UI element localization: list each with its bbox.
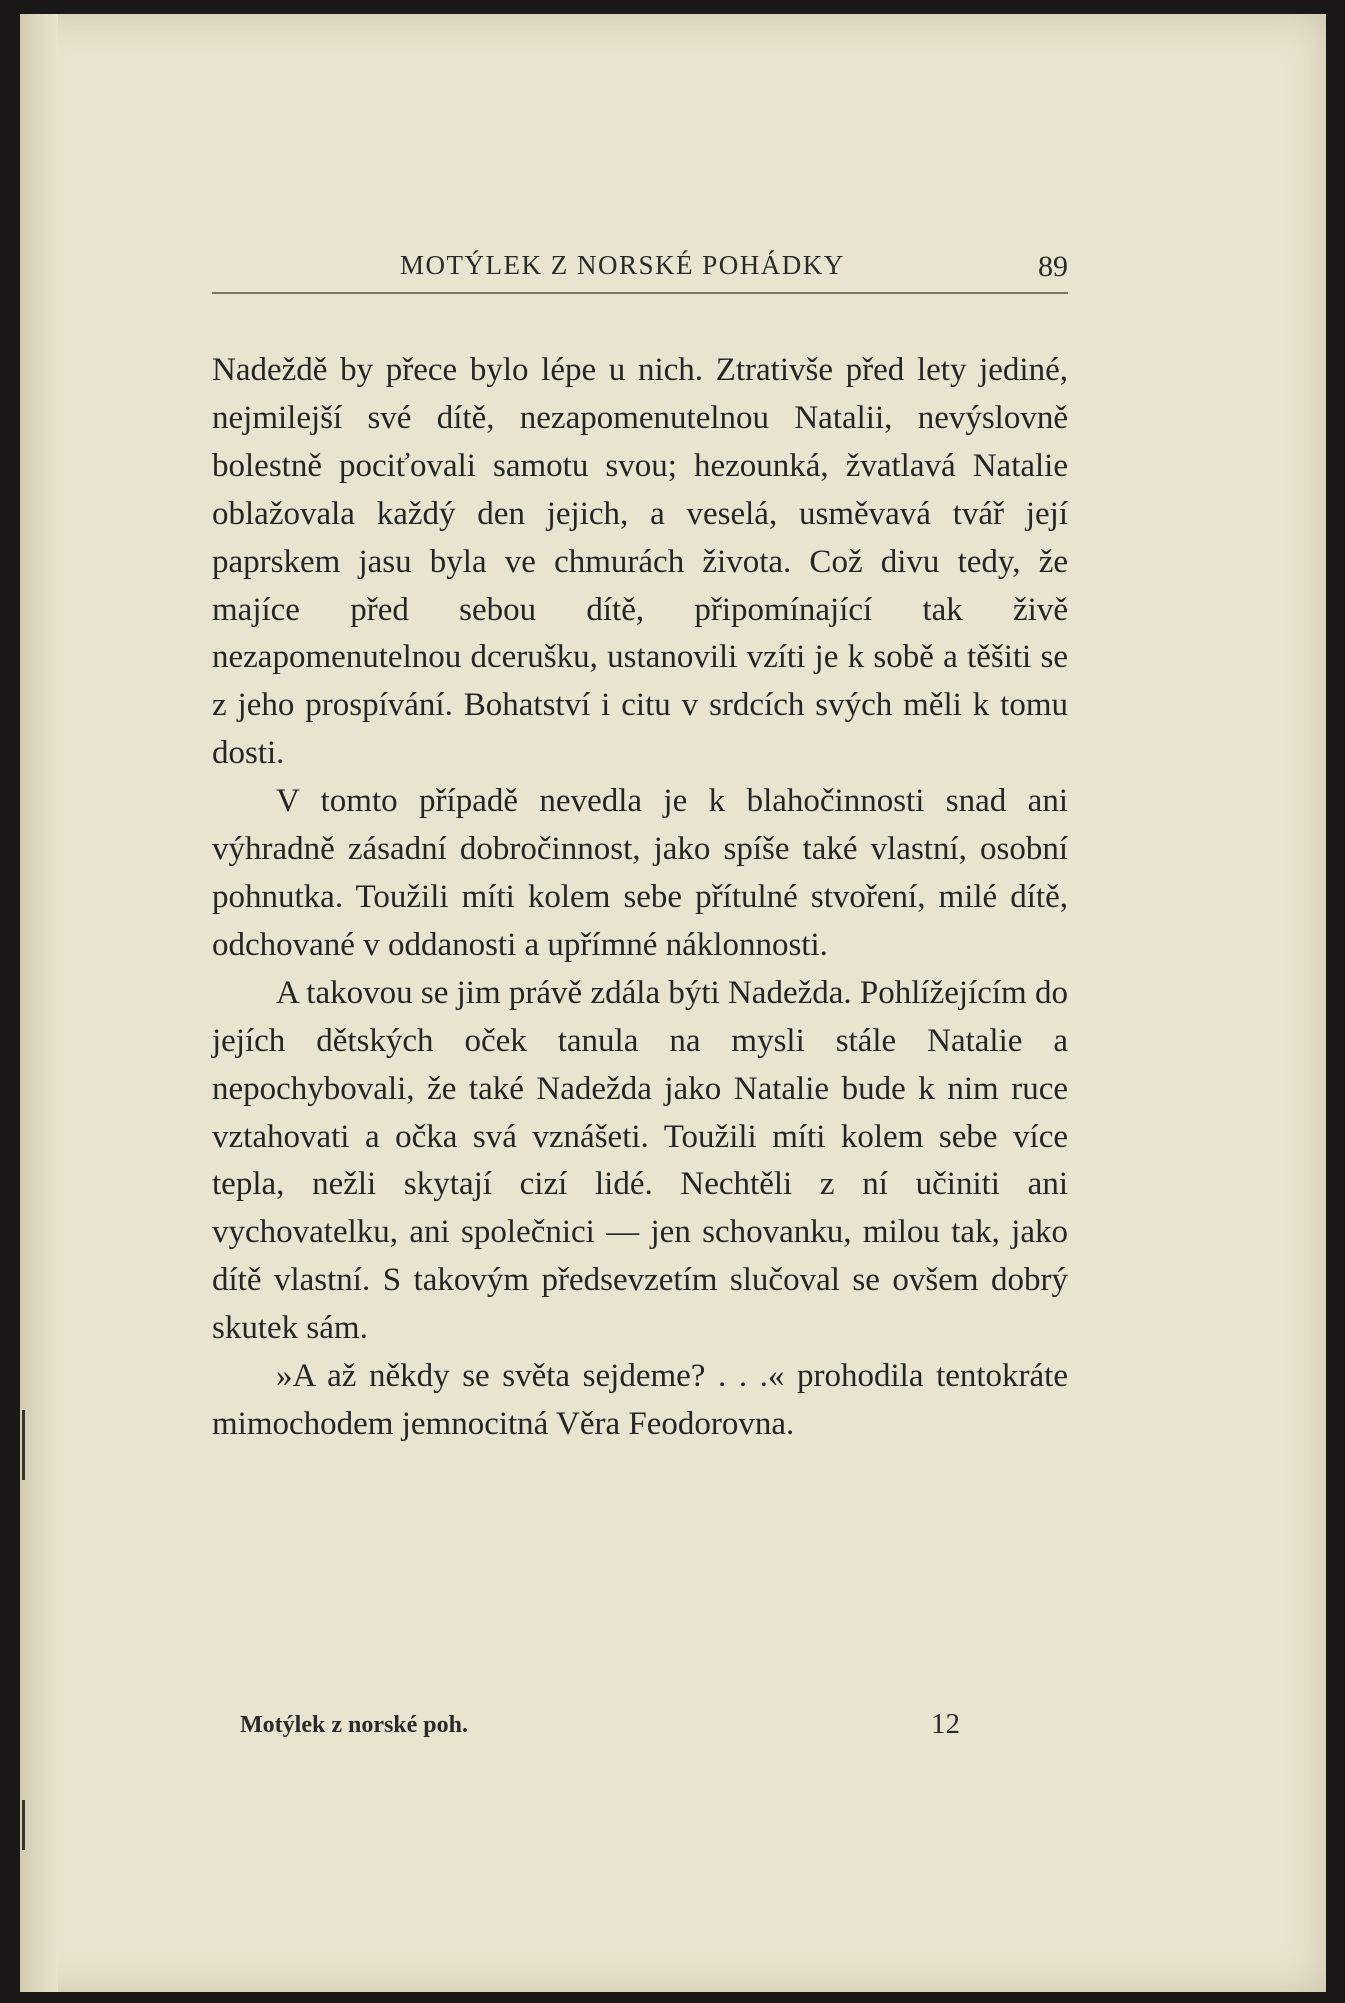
binding-mark	[22, 1410, 25, 1480]
body-text	[212, 347, 1068, 1449]
signature-mark: 12	[931, 1708, 960, 1740]
signature-line	[240, 1708, 960, 1748]
paragraph: A takovou se jim právě zdála býti Nadežda. Pohlížejícím do jejích dětských oček tanula na mysli stále Natalie a nepochybovali, že také Nadežda jako Natalie bude k nim ruce vztahovati a očka svá vznášeti. Toužili míti kolem sebe více tepla, nežli skytají cizí lidé. Nechtěli z ní učiniti ani vychovatelku, ani společnici — jen schovanku, milou tak, jako dítě vlastní. S takovým předsevzetím slučoval se ovšem dobrý skutek sám.	[212, 974, 1068, 1347]
paragraph: V tomto případě nevedla je k blahočinnosti snad ani výhradně zásadní dobročinnost, jako spíše také vlastní, osobní pohnutka. Toužili míti kolem sebe přítulné stvoření, milé dítě, odchované v oddanosti a upřímné náklonnosti.	[212, 783, 1068, 963]
page-gutter	[20, 14, 58, 1992]
paragraph: »A až někdy se světa sejdeme? . . .« prohodila tentokráte mimochodem jemnocitná Věra Feodorovna.	[212, 1358, 1068, 1442]
running-header	[212, 244, 1068, 294]
page-number: 89	[1038, 250, 1068, 283]
paragraph: Nadeždě by přece bylo lépe u nich. Ztrativše před lety jediné, nejmilejší své dítě, nezapomenutelnou Natalii, nevýslovně bolestně pociťovali samotu svou; hezounká, žvatlavá Natalie oblažovala každý den jejich, a veselá, usměvavá tvář její paprskem jasu byla ve chmurách života. Což divu tedy, že majíce před sebou dítě, připomínající tak živě nezapomenutelnou dcerušku, ustanovili vzíti je k sobě a těšiti se z jeho prospívání. Bohatství i citu v srdcích svých měli k tomu dosti.	[212, 352, 1068, 772]
binding-mark	[22, 1800, 25, 1850]
signature-title: Motýlek z norské poh.	[240, 1712, 468, 1738]
running-title: MOTÝLEK Z NORSKÉ POHÁDKY	[400, 250, 845, 280]
